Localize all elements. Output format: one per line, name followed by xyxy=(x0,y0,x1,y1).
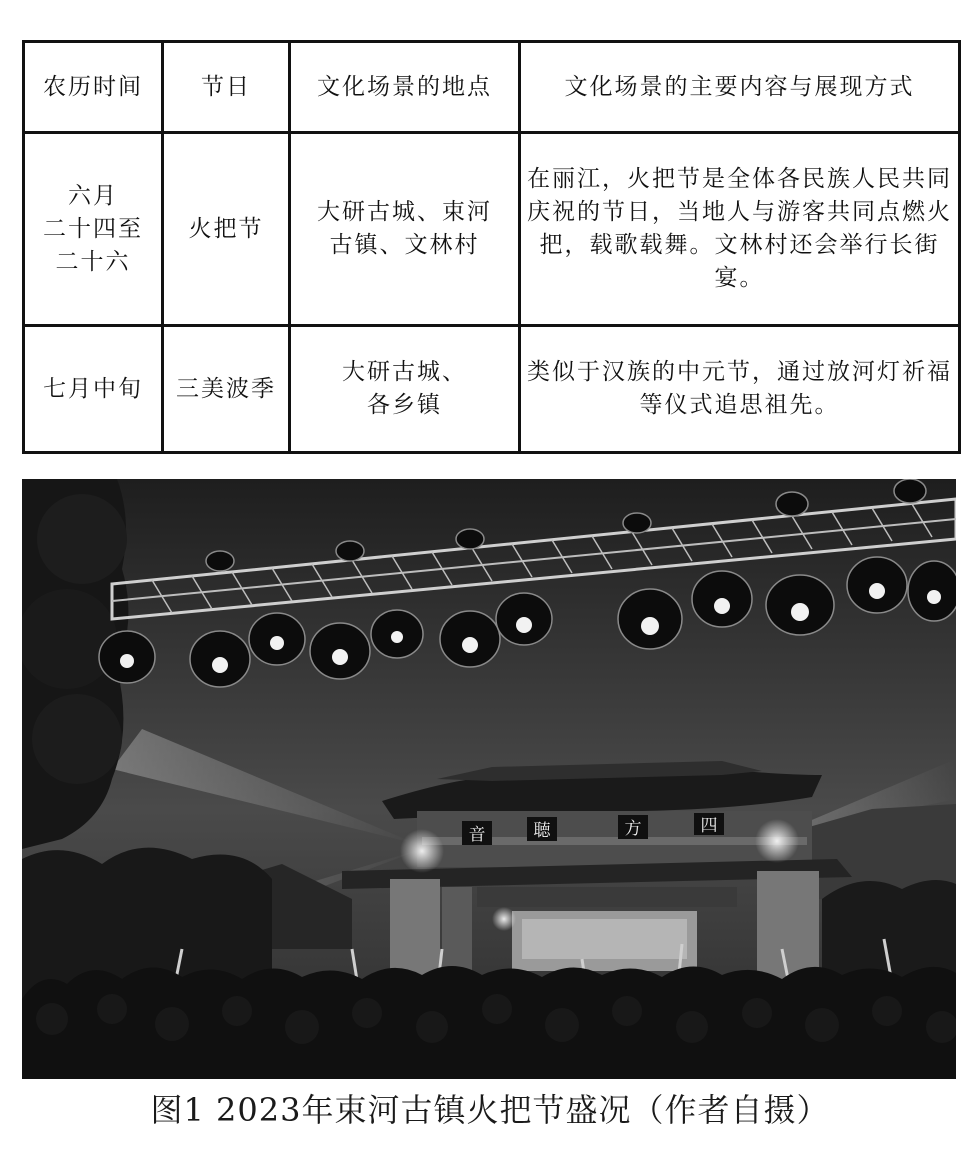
cell-location: 大研古城、束河 古镇、文林村 xyxy=(290,133,520,326)
cell-content: 类似于汉族的中元节，通过放河灯祈福等仪式追思祖先。 xyxy=(520,326,960,453)
gate-sign-char: 聴 xyxy=(533,821,551,841)
table-row xyxy=(24,133,960,326)
table-row xyxy=(24,326,960,453)
header-festival: 节日 xyxy=(163,42,290,133)
cell-lunar-time: 七月中旬 xyxy=(24,326,163,453)
header-lunar-time: 农历时间 xyxy=(24,42,163,133)
gate-sign-char: 音 xyxy=(468,825,486,845)
cell-content: 在丽江，火把节是全体各民族人民共同庆祝的节日，当地人与游客共同点燃火把，载歌载舞。文林村还会举行长街宴。 xyxy=(520,133,960,326)
gate-sign-char: 方 xyxy=(624,819,642,839)
figure-caption: 图1 2023年束河古镇火把节盛况（作者自摄） xyxy=(150,1091,830,1129)
cell-festival: 三美波季 xyxy=(163,326,290,453)
table-header-row xyxy=(24,42,960,133)
header-location: 文化场景的地点 xyxy=(290,42,520,133)
cell-festival: 火把节 xyxy=(163,133,290,326)
gate-sign-char: 四 xyxy=(700,816,718,836)
festival-photo-drawing xyxy=(22,479,956,1079)
festival-photo xyxy=(22,479,956,1079)
cell-lunar-time: 六月 二十四至 二十六 xyxy=(24,133,163,326)
festival-table xyxy=(22,40,961,454)
header-content: 文化场景的主要内容与展现方式 xyxy=(520,42,960,133)
cell-location: 大研古城、 各乡镇 xyxy=(290,326,520,453)
